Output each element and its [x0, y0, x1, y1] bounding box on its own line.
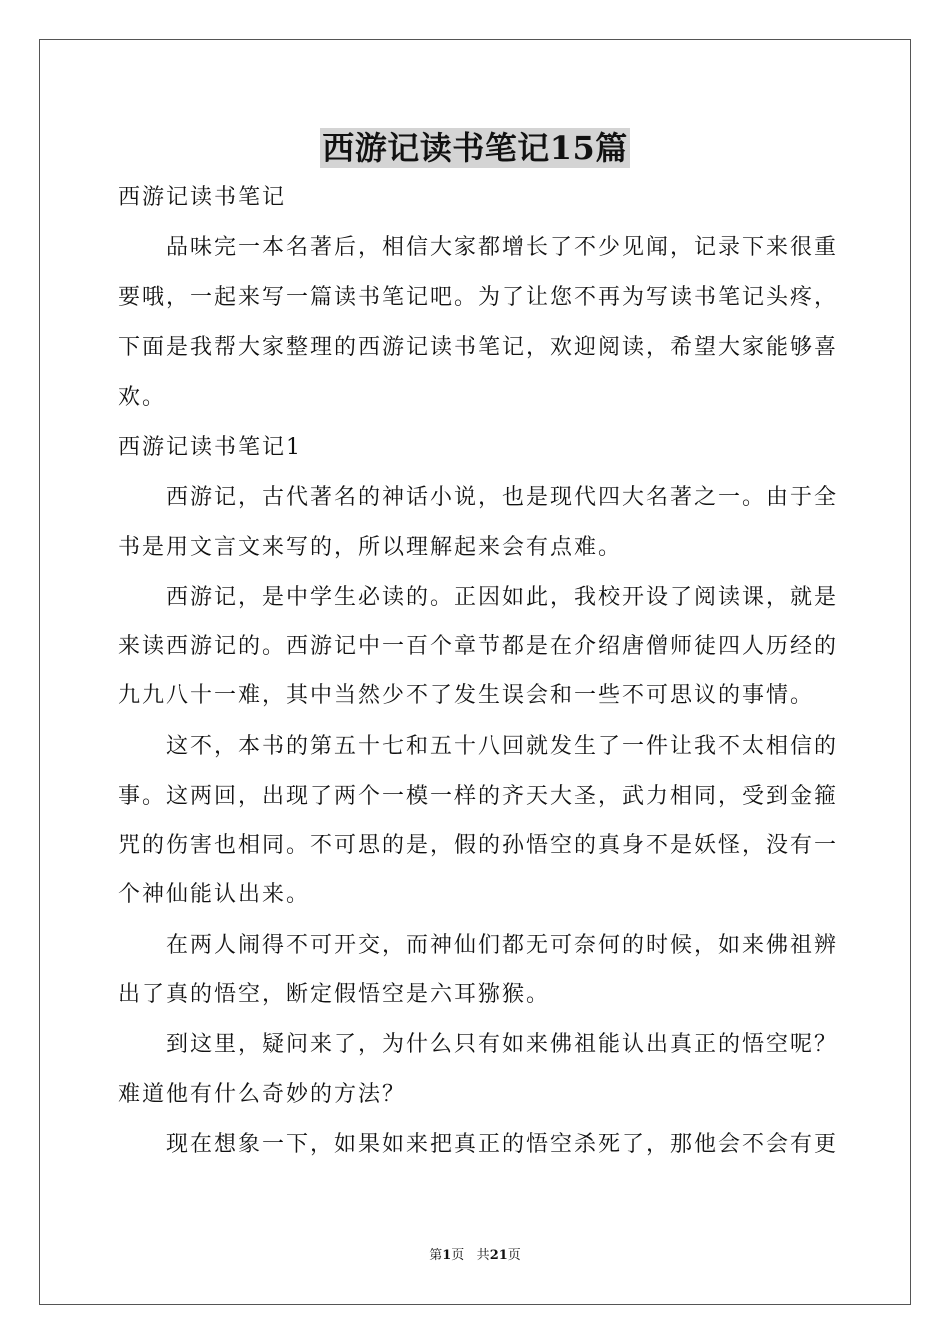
paragraph-line: 事。这两回，出现了两个一模一样的齐天大圣，武力相同，受到金箍	[118, 784, 839, 809]
paragraph-line: 要哦，一起来写一篇读书笔记吧。为了让您不再为写读书笔记头疼，	[118, 285, 839, 310]
title-container	[0, 128, 950, 168]
paragraph-line: 现在想象一下，如果如来把真正的悟空杀死了，那他会不会有更	[118, 1132, 839, 1157]
footer-total-pages: 21	[489, 1248, 508, 1263]
paragraph-line: 到这里，疑问来了，为什么只有如来佛祖能认出真正的悟空呢？	[118, 1032, 839, 1057]
paragraph-line: 书是用文言文来写的，所以理解起来会有点难。	[118, 535, 623, 560]
paragraph-line: 来读西游记的。西游记中一百个章节都是在介绍唐僧师徒四人历经的	[118, 634, 839, 659]
footer-current-page: 1	[442, 1248, 452, 1263]
paragraph-line: 难道他有什么奇妙的方法？	[118, 1082, 407, 1107]
paragraph-line: 九九八十一难，其中当然少不了发生误会和一些不可思议的事情。	[118, 683, 815, 708]
footer-page-unit: 页	[451, 1248, 465, 1263]
paragraph-line: 下面是我帮大家整理的西游记读书笔记，欢迎阅读，希望大家能够喜	[118, 335, 839, 360]
footer-total-prefix: 共	[476, 1248, 490, 1263]
paragraph-line: 出了真的悟空，断定假悟空是六耳猕猴。	[118, 982, 551, 1007]
paragraph-line: 西游记，古代著名的神话小说，也是现代四大名著之一。由于全	[118, 485, 839, 510]
page-footer	[0, 1248, 950, 1264]
paragraph-line: 在两人闹得不可开交，而神仙们都无可奈何的时候，如来佛祖辨	[118, 933, 839, 958]
paragraph-line: 咒的伤害也相同。不可思的是，假的孙悟空的真身不是妖怪，没有一	[118, 833, 839, 858]
section-heading: 西游记读书笔记1	[118, 435, 302, 460]
page-border	[39, 39, 911, 1305]
footer-total-unit: 页	[507, 1248, 521, 1263]
section-heading: 西游记读书笔记	[118, 185, 287, 210]
paragraph-line: 这不，本书的第五十七和五十八回就发生了一件让我不太相信的	[118, 734, 839, 759]
paragraph-line: 西游记，是中学生必读的。正因如此，我校开设了阅读课，就是	[118, 585, 839, 610]
paragraph-line: 个神仙能认出来。	[118, 882, 311, 907]
footer-prefix: 第	[429, 1248, 443, 1263]
paragraph-line: 品味完一本名著后，相信大家都增长了不少见闻，记录下来很重	[118, 235, 839, 260]
paragraph-line: 欢。	[118, 385, 167, 410]
document-title: 西游记读书笔记15篇	[322, 129, 628, 167]
